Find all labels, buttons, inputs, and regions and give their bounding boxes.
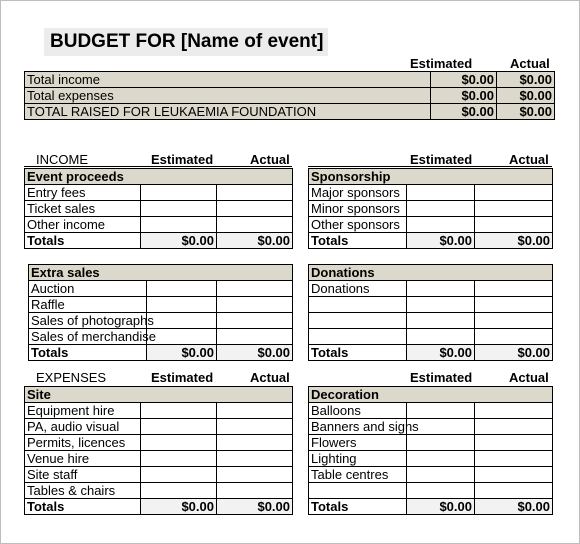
estimated-cell[interactable] [147,281,217,297]
total-actual[interactable]: $0.00 [475,499,553,515]
table-row [29,313,293,329]
table-row [309,185,553,201]
summary-label: Total expenses [25,88,431,104]
estimated-cell[interactable] [147,297,217,313]
actual-cell[interactable] [475,451,553,467]
table-row [25,217,293,233]
totals-label: Totals [309,499,407,515]
estimated-cell[interactable] [141,419,217,435]
row-label: Entry fees [25,185,141,201]
estimated-cell[interactable] [141,185,217,201]
estimated-cell[interactable] [141,217,217,233]
table-row [309,403,553,419]
actual-cell[interactable] [475,483,553,499]
site-table [24,386,293,515]
actual-cell[interactable] [475,419,553,435]
table-row [25,435,293,451]
table-row [309,217,553,233]
row-label [309,329,407,345]
total-actual[interactable]: $0.00 [217,233,293,249]
sponsorship-estimated-header: Estimated [410,152,473,167]
estimated-cell[interactable] [407,217,475,233]
estimated-cell[interactable] [407,297,475,313]
summary-actual[interactable]: $0.00 [497,72,555,88]
extra-sales-title: Extra sales [29,265,293,281]
estimated-cell[interactable] [141,201,217,217]
sponsorship-actual-header: Actual [509,152,549,167]
income-divider [24,166,292,167]
donations-table [308,264,553,361]
table-row [309,297,553,313]
table-row [29,281,293,297]
table-row [25,185,293,201]
estimated-cell[interactable] [407,467,475,483]
estimated-cell[interactable] [141,435,217,451]
actual-cell[interactable] [475,329,553,345]
estimated-cell[interactable] [147,313,217,329]
actual-cell[interactable] [217,329,293,345]
row-label: PA, audio visual [25,419,141,435]
summary-estimated[interactable]: $0.00 [431,88,497,104]
actual-cell[interactable] [475,467,553,483]
actual-cell[interactable] [475,185,553,201]
summary-estimated[interactable]: $0.00 [431,104,497,120]
row-label: Ticket sales [25,201,141,217]
actual-cell[interactable] [217,185,293,201]
row-label: Balloons [309,403,407,419]
sponsorship-divider [308,166,552,167]
estimated-cell[interactable] [407,185,475,201]
income-estimated-header: Estimated [151,152,214,167]
estimated-cell[interactable] [407,329,475,345]
summary-actual[interactable]: $0.00 [497,104,555,120]
row-label: Sales of merchandise [29,329,147,345]
totals-label: Totals [29,345,147,361]
summary-row [25,104,555,120]
table-row [25,467,293,483]
actual-cell[interactable] [217,201,293,217]
row-label [309,483,407,499]
page-title: BUDGET FOR [Name of event] [44,28,328,56]
table-row [25,483,293,499]
table-row [309,451,553,467]
table-row [29,329,293,345]
table-row [309,281,553,297]
actual-cell[interactable] [217,297,293,313]
table-row [25,419,293,435]
actual-cell[interactable] [217,403,293,419]
summary-row [25,88,555,104]
summary-actual[interactable]: $0.00 [497,88,555,104]
row-label: Site staff [25,467,141,483]
row-label: Tables & chairs [25,483,141,499]
sponsorship-title: Sponsorship [309,169,553,185]
table-row [309,201,553,217]
actual-cell[interactable] [217,281,293,297]
estimated-cell[interactable] [407,281,475,297]
actual-cell[interactable] [217,483,293,499]
total-estimated[interactable]: $0.00 [407,345,475,361]
extra-sales-table [28,264,293,361]
estimated-cell[interactable] [407,403,475,419]
decoration-actual-header: Actual [509,370,549,385]
actual-cell[interactable] [217,467,293,483]
table-row [309,313,553,329]
summary-table [24,71,555,120]
event-proceeds-title: Event proceeds [25,169,293,185]
table-row [25,403,293,419]
estimated-cell[interactable] [141,467,217,483]
expenses-actual-header: Actual [250,370,290,385]
totals-label: Totals [25,499,141,515]
table-row [309,329,553,345]
total-actual[interactable]: $0.00 [475,233,553,249]
actual-cell[interactable] [217,313,293,329]
row-label: Donations [309,281,407,297]
row-label: Sales of photographs [29,313,147,329]
estimated-cell[interactable] [407,483,475,499]
total-estimated[interactable]: $0.00 [407,499,475,515]
row-label: Raffle [29,297,147,313]
totals-label: Totals [309,233,407,249]
row-label: Lighting [309,451,407,467]
total-estimated[interactable]: $0.00 [147,345,217,361]
table-row [25,451,293,467]
total-actual[interactable]: $0.00 [217,499,293,515]
table-row [309,483,553,499]
summary-actual-header: Actual [510,56,550,71]
actual-cell[interactable] [475,217,553,233]
actual-cell[interactable] [475,403,553,419]
actual-cell[interactable] [475,201,553,217]
table-row [309,435,553,451]
row-label: Flowers [309,435,407,451]
row-label: Other sponsors [309,217,407,233]
site-title: Site [25,387,293,403]
actual-cell[interactable] [217,217,293,233]
row-label: Venue hire [25,451,141,467]
table-row [25,201,293,217]
estimated-cell[interactable] [141,403,217,419]
decoration-estimated-header: Estimated [410,370,473,385]
row-label: Auction [29,281,147,297]
estimated-cell[interactable] [407,313,475,329]
actual-cell[interactable] [475,281,553,297]
event-proceeds-table [24,168,293,249]
actual-cell[interactable] [217,419,293,435]
estimated-cell[interactable] [141,451,217,467]
row-label: Other income [25,217,141,233]
actual-cell[interactable] [217,435,293,451]
row-label: Permits, licences [25,435,141,451]
totals-label: Totals [25,233,141,249]
summary-estimated-header: Estimated [410,56,473,71]
total-estimated[interactable]: $0.00 [407,233,475,249]
income-actual-header: Actual [250,152,290,167]
summary-label: Total income [25,72,431,88]
row-label [309,313,407,329]
summary-estimated[interactable]: $0.00 [431,72,497,88]
estimated-cell[interactable] [147,329,217,345]
total-estimated[interactable]: $0.00 [141,233,217,249]
decoration-title: Decoration [309,387,553,403]
row-label: Minor sponsors [309,201,407,217]
estimated-cell[interactable] [407,201,475,217]
sponsorship-table [308,168,553,249]
estimated-cell[interactable] [141,483,217,499]
actual-cell[interactable] [475,313,553,329]
row-label [309,297,407,313]
row-label: Banners and signs [309,419,407,435]
total-actual[interactable]: $0.00 [217,345,293,361]
summary-label: TOTAL RAISED FOR LEUKAEMIA FOUNDATION [25,104,431,120]
actual-cell[interactable] [475,297,553,313]
expenses-estimated-header: Estimated [151,370,214,385]
table-row [29,297,293,313]
total-actual[interactable]: $0.00 [475,345,553,361]
summary-row [25,72,555,88]
expenses-heading: EXPENSES [36,370,107,385]
totals-label: Totals [309,345,407,361]
total-estimated[interactable]: $0.00 [141,499,217,515]
donations-title: Donations [309,265,553,281]
row-label: Equipment hire [25,403,141,419]
row-label: Major sponsors [309,185,407,201]
estimated-cell[interactable] [407,451,475,467]
actual-cell[interactable] [217,451,293,467]
decoration-table [308,386,553,515]
row-label: Table centres [309,467,407,483]
income-heading: INCOME [36,152,88,167]
table-row [309,419,553,435]
actual-cell[interactable] [475,435,553,451]
estimated-cell[interactable] [407,435,475,451]
table-row [309,467,553,483]
